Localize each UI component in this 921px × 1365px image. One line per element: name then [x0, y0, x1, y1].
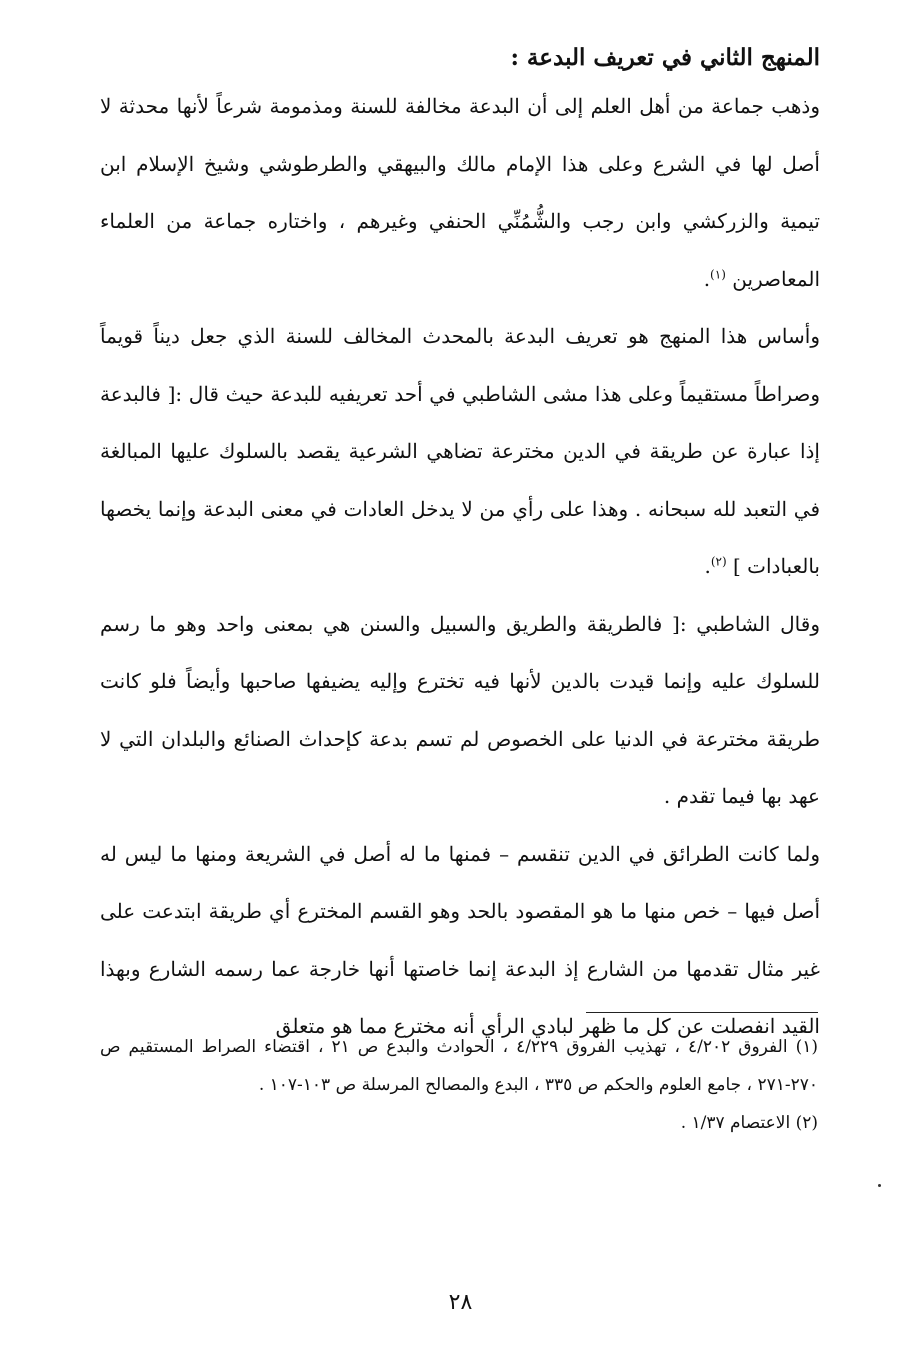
paragraph-2-text: وأساس هذا المنهج هو تعريف البدعة بالمحدث المخالف للسنة الذي جعل ديناً قويماً وصراطاً مستقيماً وعلى هذا مشى الشاطبي في أحد تعريفيه للبدعة حيث قال :[ فالبدعة إذا عبارة عن طريقة في الدين مخترعة تضاهي الشرعية يقصد بالسلوك عليها المبالغة في التعبد لله سبحانه . وهذا على رأي من لا يدخل العادات في معنى البدعة وإنما يخصها بالعبادات ] [100, 324, 820, 578]
paragraph-2: وأساس هذا المنهج هو تعريف البدعة بالمحدث المخالف للسنة الذي جعل ديناً قويماً وصراطاً مستقيماً وعلى هذا مشى الشاطبي في أحد تعريفيه للبدعة حيث قال :[ فالبدعة إذا عبارة عن طريقة في الدين مخترعة تضاهي الشرعية يقصد بالسلوك عليها المبالغة في التعبد لله سبحانه . وهذا على رأي من لا يدخل العادات في معنى البدعة وإنما يخصها بالعبادات ] $^{(٢)}$. [100, 324, 820, 578]
footnote-ref-2: (٢) [710, 554, 727, 569]
footnote-separator [586, 1012, 818, 1013]
footnote-ref-1: (١) [710, 266, 726, 281]
footnote-2: (٢) الاعتصام ١/٣٧ . [680, 1113, 818, 1133]
paragraph-1-text: وذهب جماعة من أهل العلم إلى أن البدعة مخالفة للسنة ومذمومة شرعاً لأنها محدثة لا أصل لها في الشرع وعلى هذا الإمام مالك والبيهقي والطرطوشي وشيخ الإسلام ابن تيمية والزركشي وابن رجب والشُّمُنِّي الحنفي وغيرهم ، واختاره جماعة من العلماء المعاصرين [100, 94, 820, 291]
paragraph-1: وذهب جماعة من أهل العلم إلى أن البدعة مخالفة للسنة ومذمومة شرعاً لأنها محدثة لا أصل لها في الشرع وعلى هذا الإمام مالك والبيهقي والطرطوشي وشيخ الإسلام ابن تيمية والزركشي وابن رجب والشُّمُنِّي الحنفي وغيرهم ، واختاره جماعة من العلماء المعاصرين $^{(١)}$. [100, 94, 820, 291]
footnote-1: (١) الفروق ٤/٢٠٢ ، تهذيب الفروق ٤/٢٢٩ ، الحوادث والبدع ص ٢١ ، اقتضاء الصراط المستقيم ص ٢٧٠-٢٧١ ، جامع العلوم والحكم ص ٣٣٥ ، البدع والمصالح المرسلة ص ١٠٣-١٠٧ . [100, 1037, 818, 1095]
page-number: ٢٨ [448, 1290, 473, 1315]
footnotes [100, 1028, 818, 1142]
paragraph-4: ولما كانت الطرائق في الدين تنقسم – فمنها ما له أصل في الشريعة ومنها ما ليس له أصل فيها – خص منها ما هو المقصود بالحد وهو القسم المخترع أي طريقة ابتدعت على غير مثال تقدمها من الشارع إذ البدعة إنما خاصتها أنها خارجة عما رسمه الشارع وبهذا القيد انفصلت عن كل ما ظهر لبادي الرأي أنه مخترع مما هو متعلق [100, 841, 820, 1038]
main-text [100, 38, 820, 1056]
section-heading: المنهج الثاني في تعريف البدعة : [510, 44, 820, 71]
margin-dot [878, 1184, 881, 1187]
paragraph-3: وقال الشاطبي :[ فالطريقة والطريق والسبيل والسنن هي بمعنى واحد وهو ما رسم للسلوك عليه وإنما قيدت بالدين لأنها فيه تخترع وإليه يضيفها صاحبها وأيضاً فلو كانت طريقة مخترعة في الدنيا على الخصوص لم تسم بدعة كإحداث الصنائع والبلدان التي لا عهد بها فيما تقدم . [100, 611, 821, 808]
